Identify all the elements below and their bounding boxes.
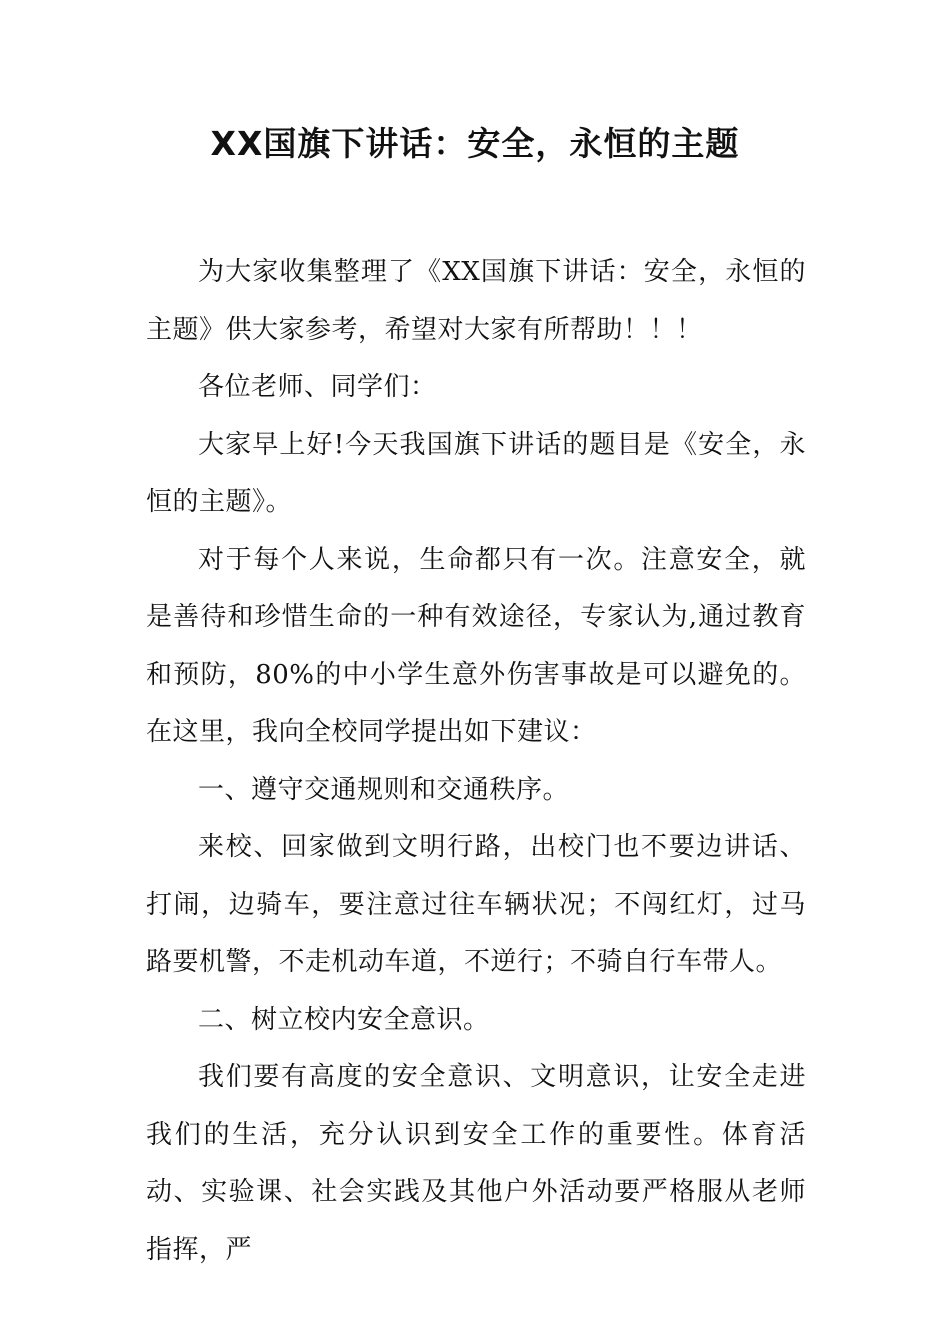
body-paragraph: 来校、回家做到文明行路，出校门也不要边讲话、打闹，边骑车，要注意过往车辆状况；不闯红灯，过马路要机警，不走机动车道，不逆行；不骑自行车带人。 [146,832,806,977]
intro-paragraph: 为大家收集整理了《XX国旗下讲话：安全，永恒的主题》供大家参考，希望对大家有所帮助！！！ [146,257,806,345]
page-title: XX国旗下讲话：安全，永恒的主题 [210,124,740,163]
document-body [146,244,806,1279]
section-heading-2: 二、树立校内安全意识。 [198,1004,490,1035]
section-heading-1: 一、遵守交通规则和交通秩序。 [198,774,570,805]
body-paragraph: 我们要有高度的安全意识、文明意识，让安全走进我们的生活，充分认识到安全工作的重要性。体育活动、实验课、社会实践及其他户外活动要严格服从老师指挥，严 [146,1062,806,1265]
body-paragraph: 对于每个人来说，生命都只有一次。注意安全，就是善待和珍惜生命的一种有效途径，专家认为,通过教育和预防，80%的中小学生意外伤害事故是可以避免的。在这里，我向全校同学提出如下建议： [146,544,806,747]
greeting-paragraph: 大家早上好!今天我国旗下讲话的题目是《安全，永恒的主题》。 [146,429,806,517]
salutation-paragraph: 各位老师、同学们： [198,372,437,402]
